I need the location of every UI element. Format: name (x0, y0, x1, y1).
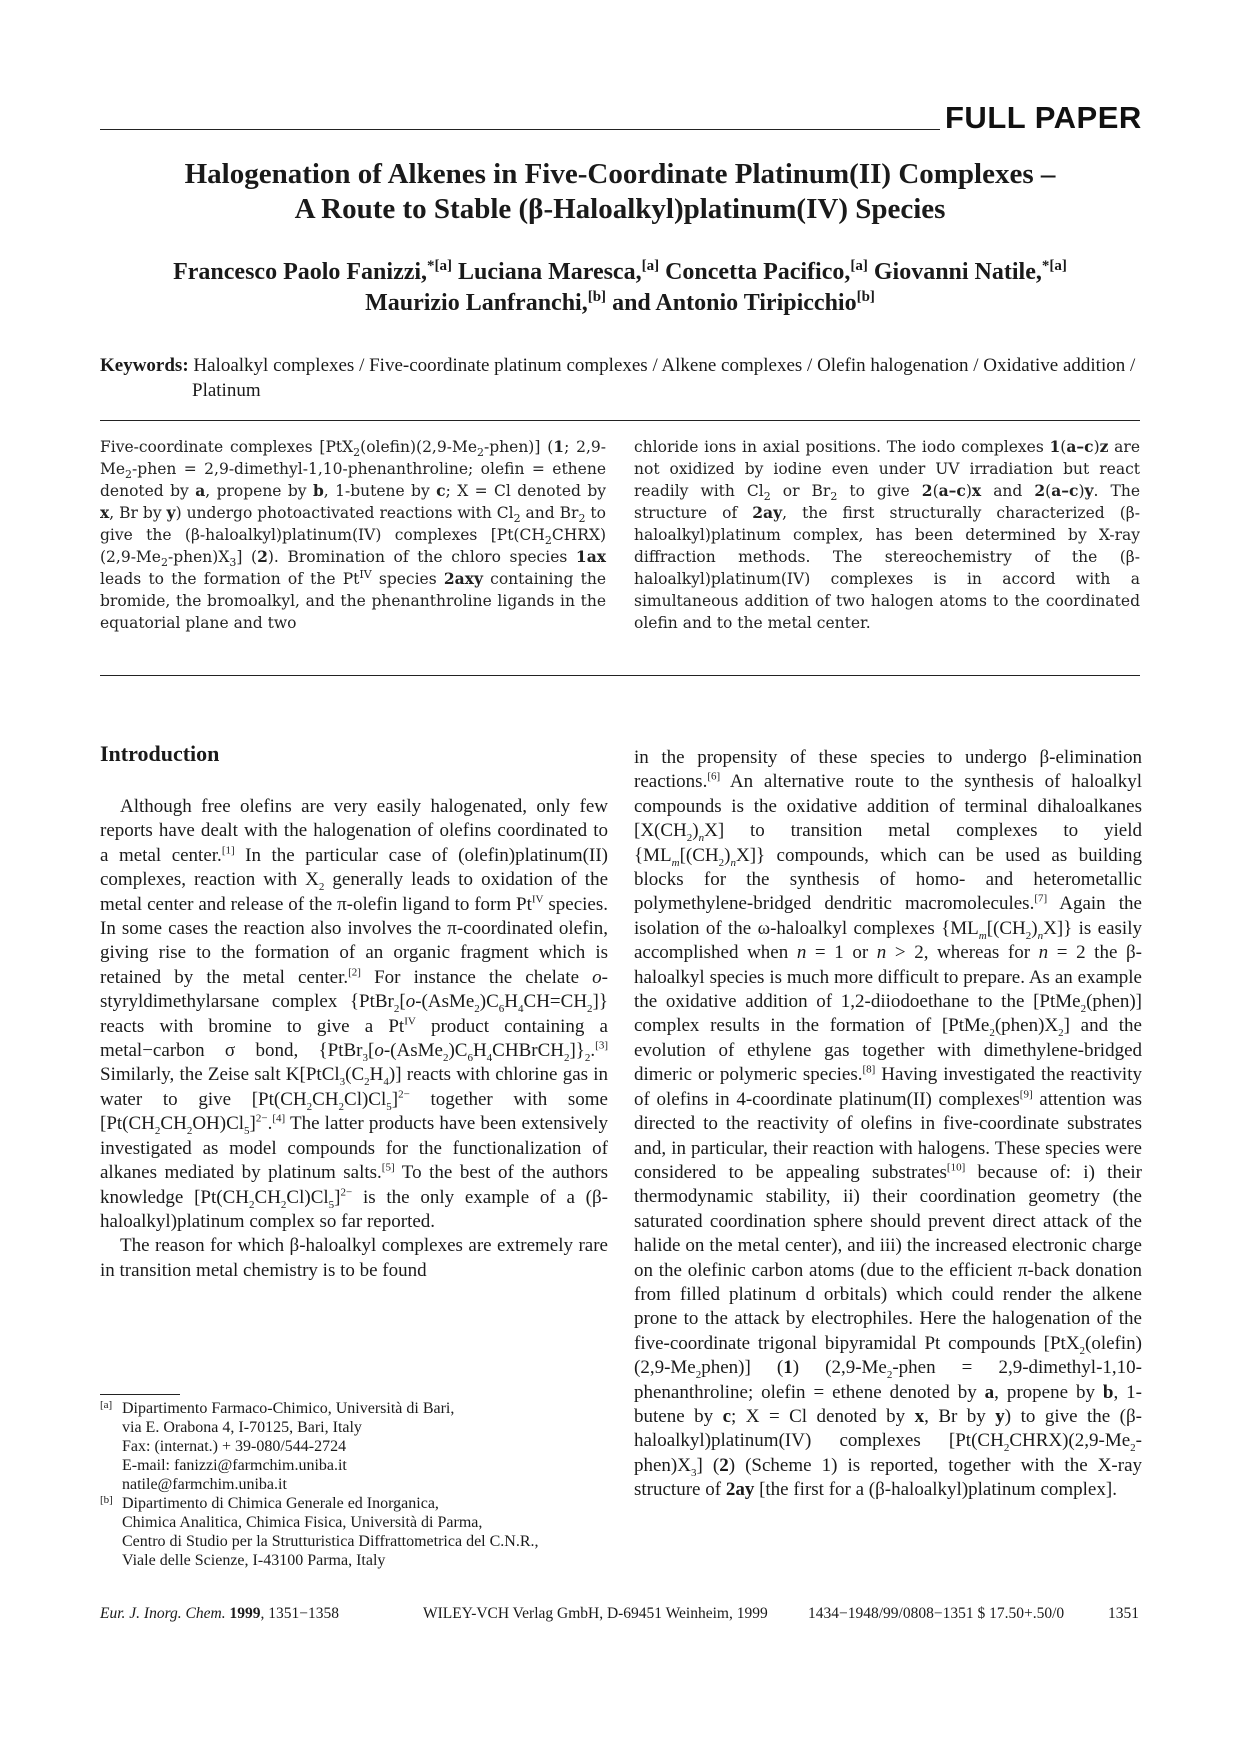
footnote-mark: [a] (100, 1399, 113, 1411)
title-line-2: A Route to Stable (β-Haloalkyl)platinum(IV) Species (294, 193, 946, 225)
body-right-column (634, 746, 1142, 1503)
section-label: FULL PAPER (945, 100, 1142, 135)
author-name: Concetta Pacifico, (665, 259, 851, 285)
keywords-label: Keywords: (100, 355, 189, 376)
footer-page-number: 1351 (1108, 1605, 1139, 1622)
article-title (100, 157, 1140, 227)
author-affiliation-mark: *[a] (1041, 258, 1067, 274)
author-affiliation-mark: [a] (641, 258, 660, 274)
journal-name: Eur. J. Inorg. Chem. (100, 1605, 226, 1622)
body-paragraph: Although free olefins are very easily halogenated, only few reports have dealt with the halogenation of olefins coordinated to a metal center.[1] In the particular case of (olefin)platinum(II) complexes, reaction with $X_2$ generally leads to oxidation of the metal center and release of the π-olefin ligand to form $Pt^{IV}$ species. In some cases the reaction also involves the π-coordinated olefin, giving rise to the formation of an organic fragment which is retained by the metal center.[2] For instance the chelate o-styryldimethylarsane complex $\{PtBr_2[o-(AsMe_2)C_6H_4CH=CH_2]\}$ reacts with bromine to give a $Pt^{IV}$ product containing a metal−carbon σ bond, $\{PtBr_3[o-(AsMe_2)C_6H_4CHBrCH_2]\}_2.[3]$ Similarly, the Zeise salt $K[PtCl_3(C_2H_4)]$ reacts with chlorine gas in water to give $[Pt(CH_2CH_2Cl)Cl_5]^{2-}$ together with some $[Pt(CH_2CH_2OH)Cl_5]^{2-}.[4]$ The latter products have been extensively investigated as model compounds for the functionalization of alkanes mediated by platinum salts.[5] To the best of the authors knowledge $[Pt(CH_2CH_2Cl)Cl_5]^{2-}$ is the only example of a (β-haloalkyl)platinum complex so far reported. (100, 796, 609, 1232)
author-affiliation-mark: *[a] (427, 258, 453, 274)
keywords (100, 353, 1140, 403)
author-line-2 (100, 288, 1140, 319)
footnote-b (100, 1494, 608, 1570)
author-name: Maurizio Lanfranchi, (365, 290, 588, 316)
author-line-1 (100, 257, 1140, 288)
affiliation-footnotes (100, 1399, 608, 1570)
author-list (100, 257, 1140, 319)
author-affiliation-mark: [b] (856, 289, 875, 305)
author-name: and Antonio Tiripicchio (612, 290, 857, 316)
keywords-text: Haloalkyl complexes / Five-coordinate platinum complexes / Alkene complexes / Olefin halogenation / Oxidative addition / Platinum (192, 355, 1136, 401)
title-line-1: Halogenation of Alkenes in Five-Coordinate Platinum(II) Complexes – (184, 158, 1056, 190)
footnote-line: Chimica Analitica, Chimica Fisica, Università di Parma, (122, 1514, 483, 1531)
author-name: Francesco Paolo Fanizzi, (173, 259, 428, 285)
footnote-line: Dipartimento di Chimica Generale ed Inorganica, (122, 1495, 439, 1512)
abstract-top-rule (100, 420, 1140, 421)
footnote-email: E-mail: fanizzi@farmchim.uniba.it (122, 1457, 347, 1474)
section-heading-introduction: Introduction (100, 741, 220, 766)
footer-publisher: WILEY-VCH Verlag GmbH, D-69451 Weinheim, 1999 (423, 1605, 768, 1622)
footnote-line: Viale delle Scienze, I-43100 Parma, Italy (122, 1552, 386, 1569)
footer-citation (100, 1604, 339, 1624)
body-left-column (100, 740, 608, 1283)
journal-pages: , 1351−1358 (260, 1605, 339, 1622)
abstract-left-column: Five-coordinate complexes $[PtX_2(olefin)(2,9-Me_2-phen)]$ (1; $2,9-Me_2$-phen = 2,9-dimethyl-1,10-phenanthroline; olefin = ethene denoted by a, propene by b, 1-butene by c; X = Cl denoted by x, Br by y) undergo photoactivated reactions with $Cl_2$ and $Br_2$ to give the (β-haloalkyl)platinum(IV) complexes $[Pt(CH_2CHRX)(2,9-Me_2-phen)X_3]$ (2). Bromination of the chloro species 1ax leads to the formation of the $Pt^{IV}$ species 2axy containing the bromide, the bromoalkyl, and the phenanthroline ligands in the equatorial plane and two (100, 437, 606, 632)
author-affiliation-mark: [a] (850, 258, 868, 274)
footnote-email: natile@farmchim.uniba.it (122, 1476, 287, 1493)
journal-year: 1999 (229, 1605, 261, 1622)
footnote-rule (100, 1394, 180, 1395)
abstract-bottom-rule (100, 675, 1140, 676)
footer-issn: 1434−1948/99/0808−1351 $ 17.50+.50/0 (808, 1605, 1065, 1622)
author-affiliation-mark: [b] (587, 289, 607, 305)
author-name: Giovanni Natile, (873, 259, 1042, 285)
footnote-line: Fax: (internat.) + 39-080/544-2724 (122, 1438, 347, 1455)
author-name: Luciana Maresca, (458, 259, 642, 285)
body-paragraph: The reason for which β-haloalkyl complexes are extremely rare in transition metal chemistry is to be found (100, 1235, 608, 1281)
body-paragraph: in the propensity of these species to undergo β-elimination reactions.[6] An alternative route to the synthesis of haloalkyl compounds is the oxidative addition of terminal dihaloalkanes $[X(CH_2)_nX]$ to transition metal complexes to yield $\{ML_m[(CH_2)_nX]\}$ compounds, which can be used as building blocks for the synthesis of homo- and heterometallic polymethylene-bridged dendritic macromolecules.[7] Again the isolation of the ω-haloalkyl complexes $\{ML_m[(CH_2)_nX]\}$ is easily accomplished when n = 1 or n > 2, whereas for n = 2 the β-haloalkyl species is much more difficult to prepare. As an example the oxidative addition of 1,2-diiodoethane to the [PtMe$_2$(phen)] complex results in the formation of $[PtMe_2(phen)X_2]$ and the evolution of ethylene gas together with dimethylene-bridged dimeric or polymeric species.[8] Having investigated the reactivity of olefins in 4-coordinate platinum(II) complexes[9] attention was directed to the reactivity of olefins in five-coordinate substrates and, in particular, their reaction with halogens. These species were considered to be appealing substrates[10] because of: i) their thermodynamic stability, ii) their coordination geometry (the saturated coordination sphere should prevent direct attack of the halide on the metal center), and iii) the increased electronic charge on the olefinic carbon atoms (due to the efficient π-back donation from filled platinum d orbitals) which could render the alkene prone to the attack by electrophiles. Here the halogenation of the five-coordinate trigonal bipyramidal Pt compounds $[PtX_2(olefin)(2,9-Me_2phen)]$ (1) ($2,9-Me_2$-phen = 2,9-dimethyl-1,10-phenanthroline; olefin = ethene denoted by a, propene by b, 1-butene by c; X = Cl denoted by x, Br by y) to give the (β-haloalkyl)platinum(IV) complexes $[Pt(CH_2CHRX)(2,9-Me_2-phen)X_3]$ (2) (Scheme 1) is reported, together with the X-ray structure of 2ay [the first for a (β-haloalkyl)platinum complex]. (634, 747, 1143, 1501)
footnote-line: Centro di Studio per la Strutturistica Diffrattometrica del C.N.R., (122, 1533, 539, 1550)
footnote-line: via E. Orabona 4, I-70125, Bari, Italy (122, 1419, 362, 1436)
footnote-line: Dipartimento Farmaco-Chimico, Università di Bari, (122, 1400, 455, 1417)
footnote-a (100, 1399, 608, 1494)
abstract-right-column: chloride ions in axial positions. The iodo complexes 1(a–c)z are not oxidized by iodine even under UV irradiation but react readily with $Cl_2$ or $Br_2$ to give 2(a–c)x and 2(a–c)y. The structure of 2ay, the first structurally characterized (β-haloalkyl)platinum complex, has been determined by X-ray diffraction methods. The stereochemistry of the (β-haloalkyl)platinum(IV) complexes is in accord with a simultaneous addition of two halogen atoms to the coordinated olefin and to the metal center. (634, 437, 1140, 632)
header-rule (100, 129, 940, 130)
footnote-mark: [b] (100, 1494, 113, 1506)
